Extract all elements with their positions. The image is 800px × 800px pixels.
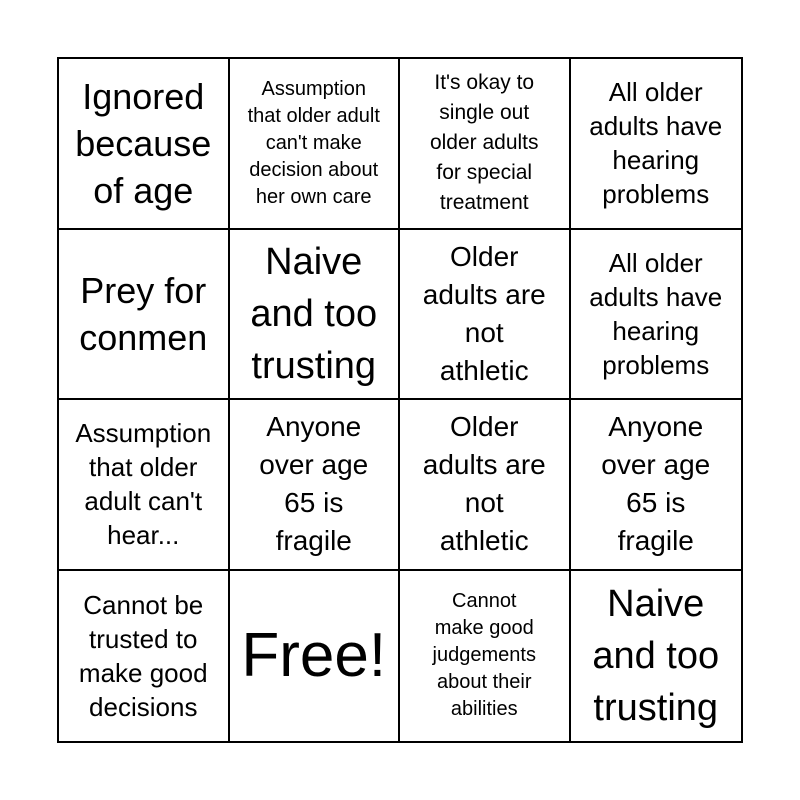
bingo-cell[interactable] [571,571,742,742]
bingo-cell-text: Naive and too trusting [592,582,720,729]
bingo-cell-text: Anyone over age 65 is fragile [601,411,711,557]
bingo-cell-text: Anyone over age 65 is fragile [259,411,369,557]
bingo-cell[interactable] [400,400,571,571]
bingo-cell-text: Assumption that older adult can't make decision about her own care [247,77,380,208]
bingo-cell-text: Ignored because of age [75,75,212,211]
bingo-cell-text: Prey for conmen [79,269,208,358]
bingo-cell[interactable] [59,400,230,571]
bingo-cell[interactable] [230,59,401,230]
bingo-cell[interactable] [400,59,571,230]
bingo-cell-text: All older adults have hearing problems [589,247,723,380]
bingo-cell[interactable] [230,400,401,571]
free-space-label: Free! [241,620,387,690]
bingo-cell[interactable] [571,59,742,230]
bingo-cell[interactable] [400,230,571,401]
bingo-cell[interactable] [400,571,571,742]
bingo-cell[interactable] [59,59,230,230]
bingo-board [57,57,743,743]
bingo-cell[interactable] [571,400,742,571]
bingo-cell-text: Older adults are not athletic [422,240,546,386]
bingo-cell[interactable] [571,230,742,401]
bingo-cell[interactable] [230,230,401,401]
bingo-cell-text: Older adults are not athletic [422,411,546,557]
bingo-cell[interactable] [59,571,230,742]
bingo-cell[interactable] [59,230,230,401]
bingo-cell-text: Naive and too trusting [250,240,378,387]
bingo-cell-text: Cannot make good judgements about their abilities [432,590,536,721]
bingo-free-cell[interactable] [230,571,401,742]
bingo-cell-text: Assumption that older adult can't hear... [75,418,212,551]
bingo-cell-text: Cannot be trusted to make good decisions [78,589,208,722]
bingo-cell-text: It's okay to single out older adults for special treatment [429,71,539,215]
bingo-cell-text: All older adults have hearing problems [589,77,723,210]
